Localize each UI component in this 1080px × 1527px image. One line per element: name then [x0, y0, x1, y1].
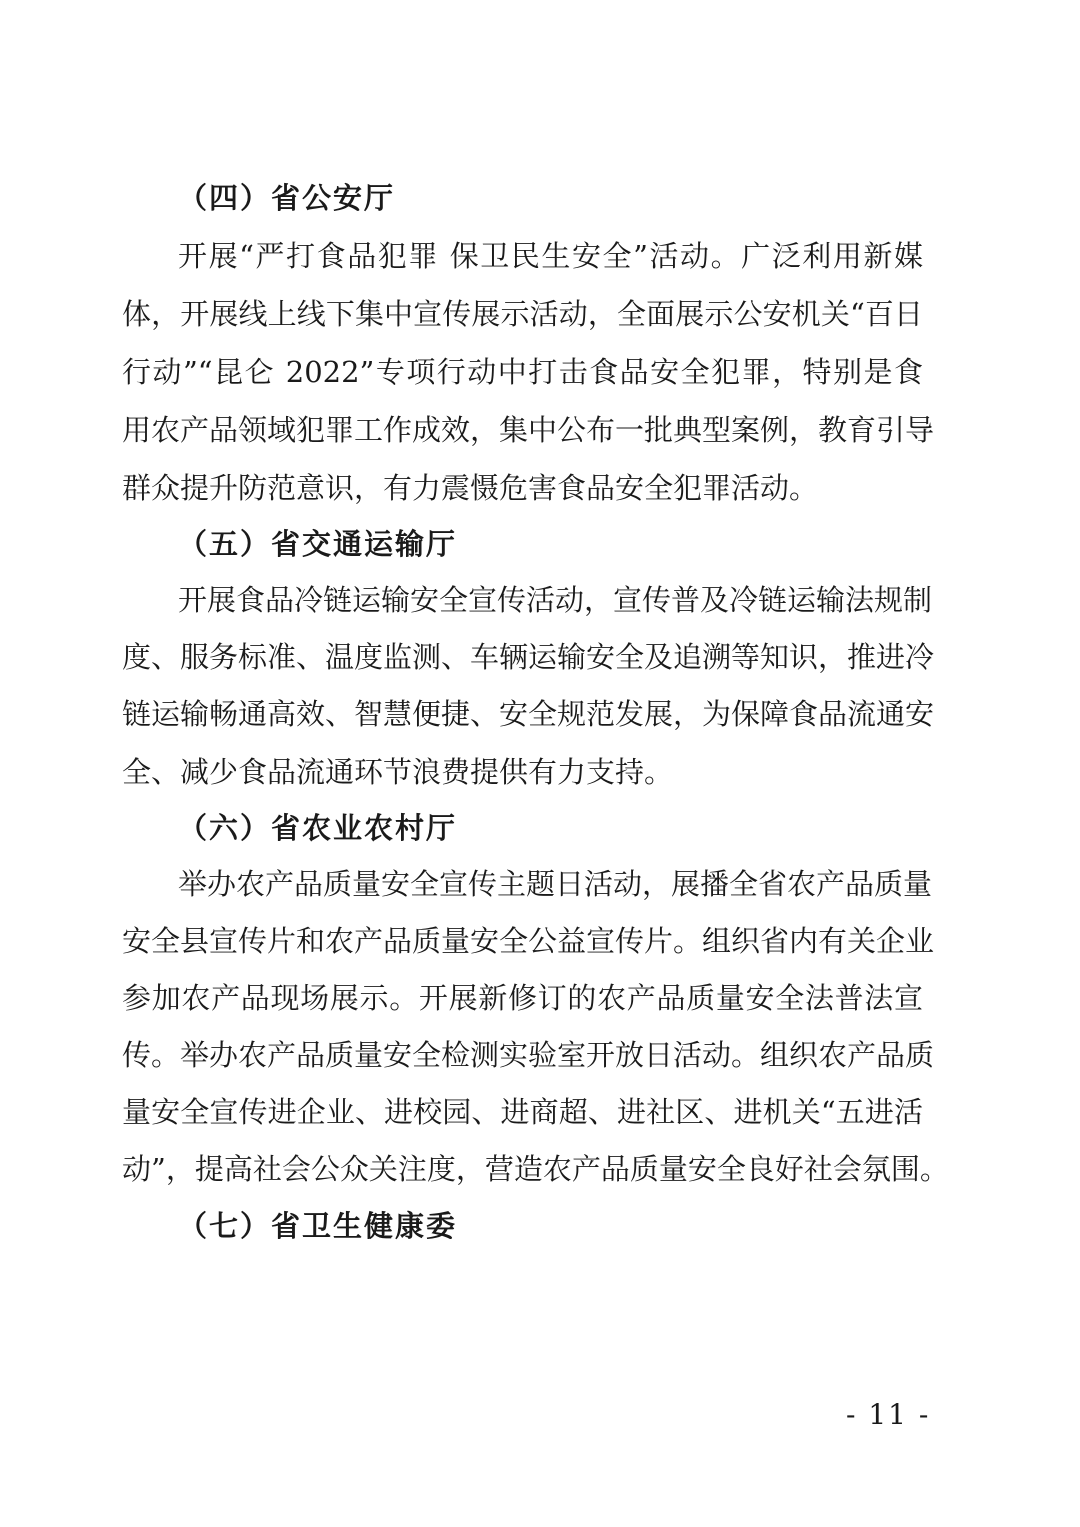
paragraph-line: 动”，提高社会公众关注度，营造农产品质量安全良好社会氛围。 — [122, 1152, 949, 1186]
paragraph-line: 举办农产品质量安全宣传主题日活动，展播全省农产品质量 — [178, 867, 933, 901]
paragraph-line: 行动”“昆仑 2022”专项行动中打击食品安全犯罪，特别是食 — [122, 355, 923, 389]
page-number: - 11 - — [846, 1398, 931, 1431]
paragraph-line: 参加农产品现场展示。开展新修订的农产品质量安全法普法宣 — [122, 981, 923, 1015]
paragraph-line: 体，开展线上线下集中宣传展示活动，全面展示公安机关“百日 — [122, 297, 923, 331]
paragraph-line: 用农产品领域犯罪工作成效，集中公布一批典型案例，教育引导 — [122, 413, 935, 447]
paragraph-line: 传。举办农产品质量安全检测实验室开放日活动。组织农产品质 — [122, 1038, 935, 1072]
paragraph-line: 度、服务标准、温度监测、车辆运输安全及追溯等知识，推进冷 — [122, 640, 935, 674]
paragraph-line: 链运输畅通高效、智慧便捷、安全规范发展，为保障食品流通安 — [122, 697, 935, 731]
section-heading-5: （五）省交通运输厅 — [178, 527, 458, 561]
paragraph-line: 开展“严打食品犯罪 保卫民生安全”活动。广泛利用新媒 — [178, 239, 923, 273]
section-heading-7: （七）省卫生健康委 — [178, 1209, 458, 1243]
section-heading-6: （六）省农业农村厅 — [178, 811, 458, 845]
paragraph-line: 安全县宣传片和农产品质量安全公益宣传片。组织省内有关企业 — [122, 924, 935, 958]
section-heading-4: （四）省公安厅 — [178, 181, 396, 215]
paragraph-line: 量安全宣传进企业、进校园、进商超、进社区、进机关“五进活 — [122, 1095, 923, 1129]
paragraph-line: 群众提升防范意识，有力震慑危害食品安全犯罪活动。 — [122, 471, 819, 505]
paragraph-line: 全、减少食品流通环节浪费提供有力支持。 — [122, 755, 674, 789]
paragraph-line: 开展食品冷链运输安全宣传活动，宣传普及冷链运输法规制 — [178, 583, 933, 617]
